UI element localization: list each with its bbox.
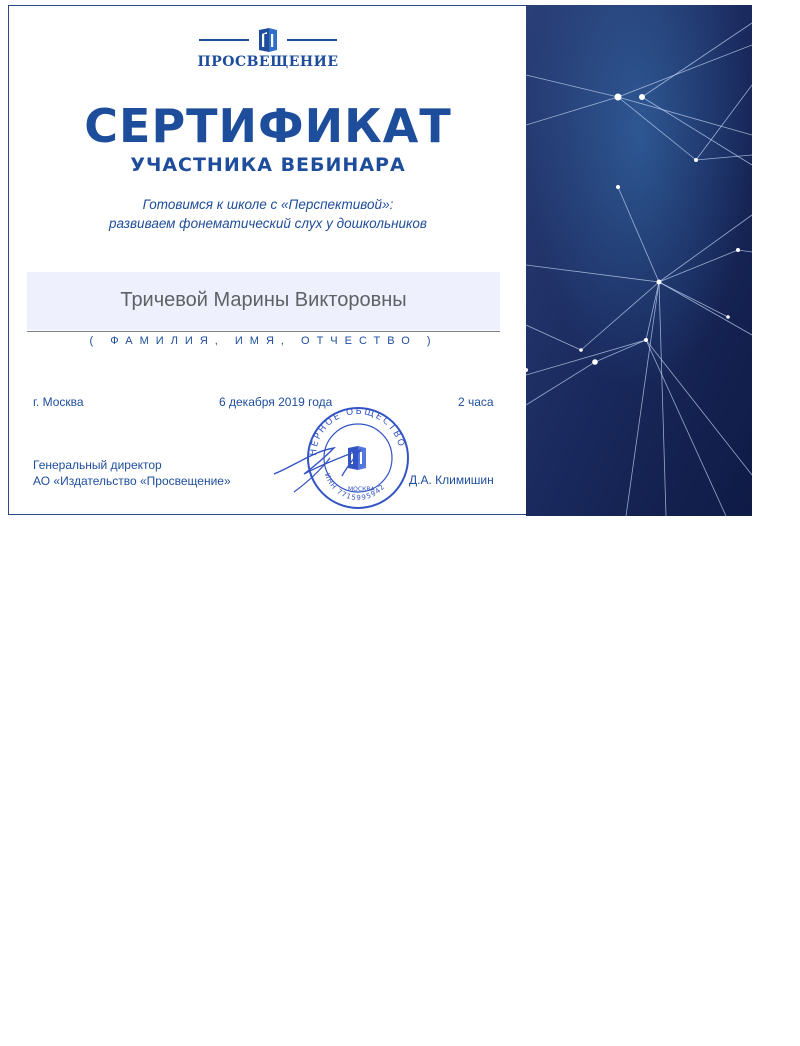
stamp-city-text: МОСКВА xyxy=(348,486,375,493)
date: 6 декабря 2019 года xyxy=(219,395,333,409)
webinar-topic-line1: Готовимся к школе с «Перспективой»: xyxy=(142,197,394,212)
signer-title-line2: АО «Издательство «Просвещение» xyxy=(33,474,231,488)
certificate xyxy=(8,5,752,516)
stamp-logo-icon xyxy=(348,446,366,470)
stamp-inn-text: ИНН 7715995942 xyxy=(322,472,387,503)
name-caption: ( ФАМИЛИЯ, ИМЯ, ОТЧЕСТВО ) xyxy=(89,335,438,347)
brand-rule-right xyxy=(287,39,337,41)
signer-name: Д.А. Климишин xyxy=(409,473,494,487)
certificate-title: СЕРТИФИКАТ xyxy=(84,99,452,153)
duration-hours: 2 часа xyxy=(458,395,494,409)
webinar-topic xyxy=(9,195,527,233)
recipient-name-box xyxy=(27,272,500,330)
official-stamp xyxy=(264,396,414,516)
city: г. Москва xyxy=(33,395,84,409)
brand-rule-left xyxy=(199,39,249,41)
brand-header xyxy=(9,28,527,70)
decorative-network-art xyxy=(526,5,752,516)
signer-title xyxy=(33,457,231,489)
brand-name: ПРОСВЕЩЕНИЕ xyxy=(197,54,339,70)
certificate-frame xyxy=(8,5,527,515)
webinar-topic-line2: развиваем фонематический слух у дошкольников xyxy=(109,216,427,231)
name-underline xyxy=(27,331,500,332)
certificate-subtitle: УЧАСТНИКА ВЕБИНАРА xyxy=(130,154,406,176)
stamp-arc-text: НЕРНОЕ ОБЩЕСТВО xyxy=(308,406,407,457)
prosveshchenie-logo-icon xyxy=(257,28,279,52)
signer-title-line1: Генеральный директор xyxy=(33,458,162,472)
recipient-name: Тричевой Марины Викторовны xyxy=(120,289,407,311)
